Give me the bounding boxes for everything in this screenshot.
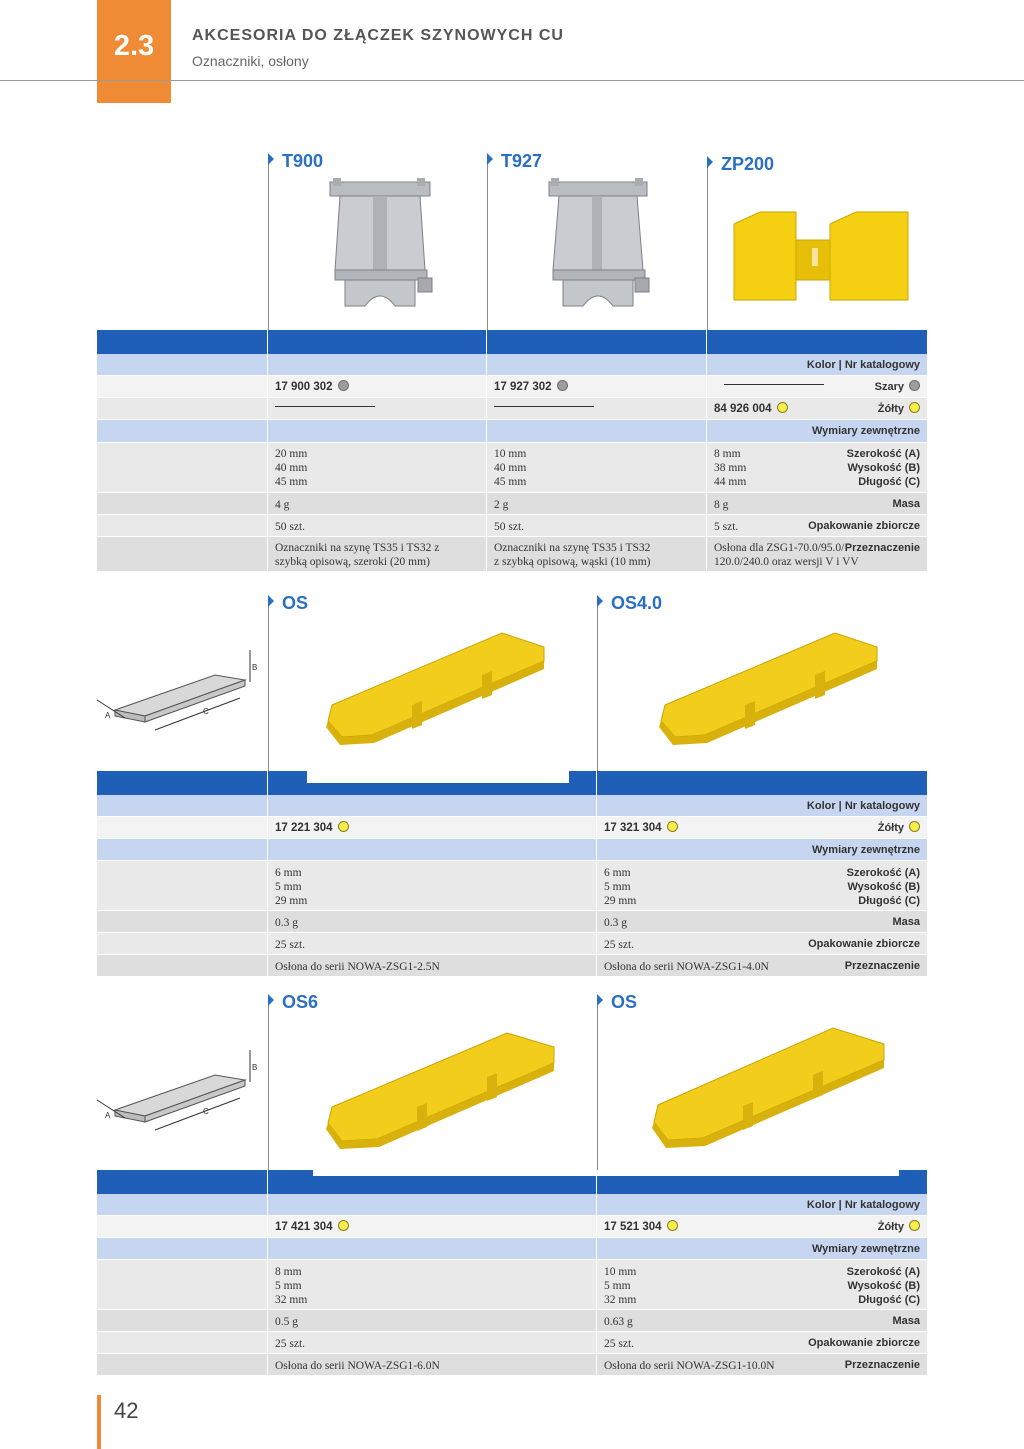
arrow-icon xyxy=(268,595,274,607)
product-heading-t900: T900 xyxy=(268,151,323,172)
table-row xyxy=(97,817,927,839)
product-heading-os10: OS xyxy=(597,992,633,1013)
yellow-dot-icon xyxy=(909,821,920,832)
os10-cover-image xyxy=(648,1020,890,1155)
table-row: Szerokość (A) Wysokość (B) Długość (C) 6 mm 5 mm 29 mm 6 mm 5 mm 29 mm xyxy=(97,861,927,911)
table-row: Opakowanie zbiorcze 25 szt. 25 szt. xyxy=(97,1332,927,1354)
arrow-icon xyxy=(597,595,603,607)
diagram-label-c: C xyxy=(203,1107,209,1116)
table-row: Kolor | Nr katalogowy xyxy=(97,795,927,817)
grey-dot-icon xyxy=(909,380,920,391)
table-row: Wymiary zewnętrzne xyxy=(97,1238,927,1260)
arrow-icon xyxy=(487,153,493,165)
table-row: Masa 0.5 g 0.63 g xyxy=(97,1310,927,1332)
not-available-dash xyxy=(717,378,824,392)
table-row: Masa 4 g 2 g 8 g xyxy=(97,493,927,515)
page-subtitle: Oznaczniki, osłony xyxy=(192,53,309,69)
catalog-code: 17 927 302 xyxy=(487,380,568,394)
yellow-label: Żółty xyxy=(757,1220,927,1234)
yellow-dot-icon xyxy=(777,402,788,413)
arrow-icon xyxy=(268,153,274,165)
yellow-label: Żółty xyxy=(757,821,927,835)
product-heading-os2-5: OS xyxy=(268,593,330,614)
diagram-label-b: B xyxy=(252,1063,258,1072)
product-heading-zp200: ZP200 xyxy=(707,154,774,175)
arrow-icon xyxy=(268,994,274,1006)
product-heading-t927: T927 xyxy=(487,151,542,172)
yellow-dot-icon xyxy=(338,821,349,832)
catalog-code: 84 926 004 xyxy=(707,402,788,416)
section-badge xyxy=(97,0,171,103)
diagram-label-c: C xyxy=(203,707,209,716)
table-row: Masa 0.3 g 0.3 g xyxy=(97,911,927,933)
header-divider xyxy=(0,80,1024,81)
table-row: Przeznaczenie Osłona do serii NOWA-ZSG1-2.5N Osłona do serii NOWA-ZSG1-4.0N xyxy=(97,955,927,977)
table-row: Wymiary zewnętrzne xyxy=(97,420,927,443)
grey-label: Szary xyxy=(757,380,927,394)
yellow-label: Żółty xyxy=(757,402,927,416)
product-heading-os4-0: OS4.0 xyxy=(597,593,662,614)
table-row: Przeznaczenie Oznaczniki na szynę TS35 i TS32 z szybką opisową, szeroki (20 mm) Oznaczniki na szynę TS35 i TS32 z szybką opisową, wąski (10 mm) Osłona dla ZSG1-70.0/95.0/ 120.0/240.0 oraz wersji V i VV xyxy=(97,537,927,572)
grey-dot-icon xyxy=(557,380,568,391)
catalog-code: 17 421 304 xyxy=(268,1220,349,1234)
product-heading-os6: OS6 xyxy=(268,992,314,1013)
yellow-dot-icon xyxy=(667,1220,678,1231)
t927-marker-image xyxy=(545,178,655,313)
catalog-code: 17 221 304 xyxy=(268,821,349,835)
page-title: AKCESORIA DO ZŁĄCZEK SZYNOWYCH CU xyxy=(192,27,564,44)
yellow-dot-icon xyxy=(909,1220,920,1231)
table-row: Kolor | Nr katalogowy xyxy=(97,354,927,376)
not-available-dash xyxy=(487,400,594,414)
section-number: 2.3 xyxy=(113,30,155,62)
os6-cover-image xyxy=(322,1025,562,1155)
spec-table-block3 xyxy=(97,1170,927,1376)
spec-table-block1 xyxy=(97,330,927,572)
table-row: Opakowanie zbiorcze 50 szt. 50 szt. 5 szt. xyxy=(97,515,927,537)
catalog-code: 17 521 304 xyxy=(597,1220,678,1234)
os4-0-cover-image xyxy=(655,625,885,750)
table-row: Szerokość (A) Wysokość (B) Długość (C) 8 mm 5 mm 32 mm 10 mm 5 mm 32 mm xyxy=(97,1260,927,1310)
page-number-bar xyxy=(97,1395,101,1449)
table-row: Kolor | Nr katalogowy xyxy=(97,1194,927,1216)
os2-5-cover-image xyxy=(322,625,552,750)
catalog-code: 17 900 302 xyxy=(268,380,349,394)
zp200-cover-image xyxy=(730,210,912,306)
dimension-diagram xyxy=(95,640,265,740)
t900-marker-image xyxy=(325,178,440,313)
diagram-label-a: A xyxy=(105,1111,111,1120)
table-row xyxy=(97,1216,927,1238)
page-number: 42 xyxy=(114,1398,139,1423)
diagram-label-a: A xyxy=(105,711,111,720)
diagram-label-b: B xyxy=(252,663,258,672)
dimension-diagram xyxy=(95,1040,265,1140)
spec-table-block2 xyxy=(97,771,927,977)
table-row: Opakowanie zbiorcze 25 szt. 25 szt. xyxy=(97,933,927,955)
table-row: Przeznaczenie Osłona do serii NOWA-ZSG1-6.0N Osłona do serii NOWA-ZSG1-10.0N xyxy=(97,1354,927,1376)
table-row: Wymiary zewnętrzne xyxy=(97,839,927,861)
yellow-dot-icon xyxy=(338,1220,349,1231)
catalog-code: 17 321 304 xyxy=(597,821,678,835)
table-row xyxy=(97,398,927,420)
table-row xyxy=(97,376,927,398)
arrow-icon xyxy=(707,156,713,168)
grey-dot-icon xyxy=(338,380,349,391)
table-header-bar xyxy=(97,330,927,354)
yellow-dot-icon xyxy=(667,821,678,832)
not-available-dash xyxy=(268,400,375,414)
table-row: Szerokość (A) Wysokość (B) Długość (C) 20 mm 40 mm 45 mm 10 mm 40 mm 45 mm 8 mm 38 mm 44 mm xyxy=(97,443,927,493)
arrow-icon xyxy=(597,994,603,1006)
yellow-dot-icon xyxy=(909,402,920,413)
